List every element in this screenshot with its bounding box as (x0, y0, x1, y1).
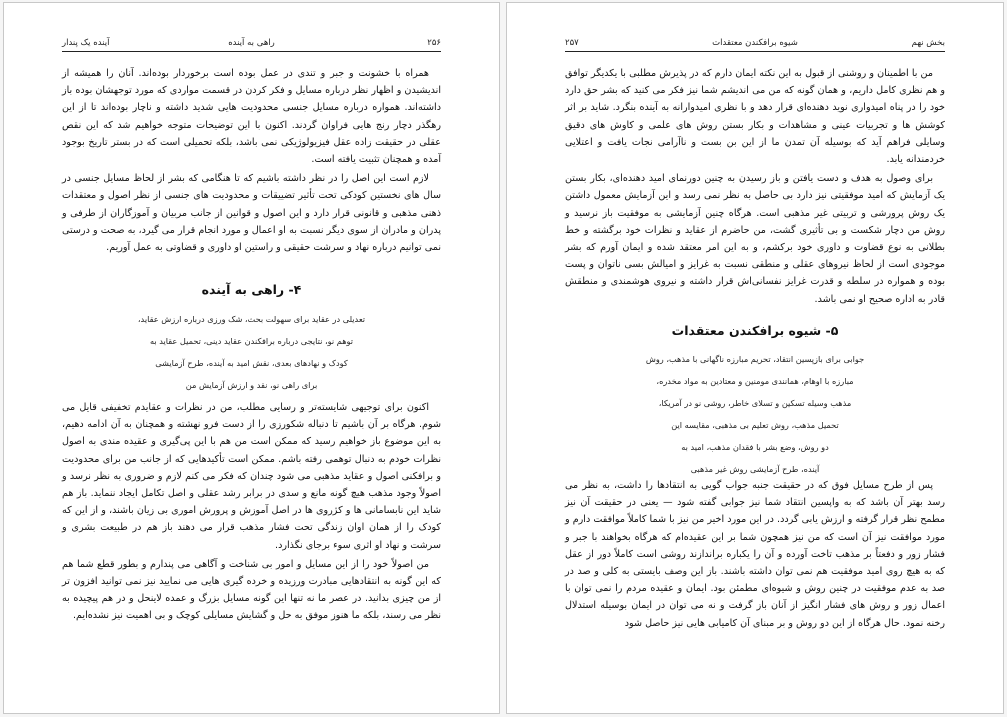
running-part-title: بخش نهم (911, 38, 945, 48)
summary-line: کودک و نهادهای بعدی، نقش امید به آینده، طرح آزمایشی (155, 358, 348, 368)
page-header (565, 37, 945, 52)
body-text-bottom (62, 399, 441, 627)
body-text-top (62, 65, 441, 258)
section-summary (565, 348, 945, 480)
page-number: ۲۵۷ (565, 38, 579, 48)
paragraph: من با اطمینان و روشنی از قبول به این نکته ایمان دارم که در پذیرش مطلبی با یکدیگر توافق و هم نظری کامل داریم، و همان گونه که من می اندیشم شما نیز فکر می کنید که بشر حق دارد خود را در پناه امیدواری نوید دهنده‌ای قرار دهد و با نظری امیدوارانه به آینده بنگرد. شاید بر اثر کوشش ها و تجربیات عینی و مشاهدات و بکار بستن روش های علمی و کاوش های دقیق وسایلی فراهم آید که بوسیله آن تمدن ما از این بن بست و ناآرامی نجات یافت و اعتلایی خردمندانه یابد. (565, 68, 945, 166)
running-book-title: آینده یک پندار (62, 38, 110, 48)
section-heading: ۴- راهی به آینده (201, 282, 302, 297)
summary-line: جوابی برای بازپسین انتقاد، تحریم مبارزه ناگهانی با مذهب، روش (645, 354, 865, 364)
summary-line: تعدیلی در عقاید برای سهولت بحث، شک ورزی درباره ارزش عقاید، (137, 314, 366, 324)
right-page (506, 2, 1004, 714)
page-number: ۲۵۶ (427, 38, 441, 48)
left-page (3, 2, 500, 714)
page-header (62, 37, 441, 52)
summary-line: برای راهی نو، نقد و ارزش آزمایش من (185, 380, 318, 390)
summary-line: مبارزه با اوهام، همانندی مومنین و معتادین به مواد مخدره، (656, 376, 854, 386)
body-text-bottom (565, 477, 945, 634)
summary-line: دو روش، وضع بشر با فقدان مذهب، امید به (681, 442, 829, 452)
paragraph: من اصولاً خود را از این مسایل و امور بی شناخت و آگاهی می پندارم و بطور قطع شما هم که این گونه به انتقادهایی مبادرت ورزیده و خرده گیری هایی می نمایید نیز نمی توانید افزون تر از من چیزی بدانید. در عصر ما نه تنها این گونه مسایل بزرگ و عمده لاینحل و در هم پیچیده به نظر می رسند، بلکه ما هنوز موفق به حل و گشایش مسایلی کوچک و بی اهمیت نیز نشده‌ایم. (62, 558, 441, 622)
section-summary (62, 308, 441, 396)
body-text-top (565, 65, 945, 310)
paragraph: برای وصول به هدف و دست یافتن و باز رسیدن به چنین دورنمای امید دهنده‌ای، بکار بستن یک آزمایش که امید موفقیتی نیز دارد بی حاصل به نظر نمی رسد و این آزمایش معمول داشتن یک روش پرورشی و تربیتی غیر مذهبی است. هرگاه چنین آزمایشی به موفقیت باز نرسید و روش من دچار شکست و بی تأثیری گشت، من حاضرم از عقاید و نظرات خود برگشته و خط بطلانی به نوع قضاوت و داوری خود برکشم، و به این امر معتقد شده و ایمان آورم که بشر موجودی است از لحاظ نیروهای عقلی و منطقی نسبت به غرایز و امیالش بسی ناتوان و پست بوده و همواره در سلطه و قدرت غرایز نفسانی‌اش قرار داشته و نیروی هوشمندی و منطقش قادر به اداره صحیح او نمی باشد. (565, 173, 945, 305)
paragraph: همراه با خشونت و جبر و تندی در عمل بوده است برخوردار بوده‌اند. آنان را همیشه از اندیشیدن و اظهار نظر درباره مسایل و فکر کردن در قسمت مواردی که مورد توجهشان بوده باز داشته‌اند. همواره درباره مسایل جنسی محدودیت هایی شدید داشته و ناچار بوده‌اند تا از این رهگذر دچار رنج هایی فراوان گردند. اکنون با این توضیحات متوجه خواهیم شد که این نقص عقلی در حقیقت زاده عقل فیزیولوژیکی نمی باشد، بلکه تحمیلی است که در بستر تاریخ بوجود آمده و همچنان تثبیت یافته است. (62, 68, 441, 166)
summary-line: تحمیل مذهب، روش تعلیم بی مذهبی، مقایسه این (671, 420, 839, 430)
section-heading: ۵- شیوه برافکندن معتقدات (671, 323, 839, 338)
summary-line: توهم نو، نتایجی درباره برافکندن عقاید دینی، تحمیل عقاید به (149, 336, 354, 346)
running-chapter-title: راهی به آینده (228, 38, 275, 48)
summary-line: مذهب وسیله تسکین و تسلای خاطر، روشی نو در آمریکا، (658, 398, 852, 408)
summary-line: آینده، طرح آزمایشی روش غیر مذهبی (690, 464, 820, 474)
paragraph: پس از طرح مسایل فوق که در حقیقت جنبه جواب گویی به انتقادها را داشت، به نظر می رسد بهتر آن باشد که به واپسین انتقاد شما نیز جوابی گفته شود — یعنی در حقیقت آن نیز مطمح نظر قرار گرفته و ارزش یابی گردد. در این مورد اخیر من نیز با شما کاملاً موافقت دارم و مورد موافقت نیز آن است که من نیز همچون شما بر این عقیده‌ام که هرگاه بخواهند با جبر و فشار زور و دفعتاً بر مذهب تاخت آورده و آن را یکباره براندازند روشی است کاملاً دور از عقل که به هیچ روی امید موفقیت هم نمی توان داشته باشند. باز این وصف بایستی به کلی و صد در صد به عدم موفقیت در چنین روش و شیوه‌ای مطمئن بود. ایمان و عقیده مردم را نمی توان با اعمال زور و روش های فشار انگیز از آنان باز گرفت و نه می توان در ایمان بوسیله استدلال رخنه نمود. حال هرگاه از این دو روش و بر مبنای آن کامیابی هایی نیز حاصل شود (565, 480, 945, 629)
paragraph: اکنون برای توجیهی شایسته‌تر و رسایی مطلب، من در نظرات و عقایدم تخفیفی قایل می شوم. هرگاه بر آن باشیم تا دنباله شکورزی را از دست فرو نهشته و همچنان به آن ادامه دهیم، به این موضوع باز خواهیم رسید که ممکن است من هم با این پی‌گیری و عقیده مندی به اصول نظرات خودم به دنبال توهمی رفته باشم. ممکن است تأکیدهایی که از جانب من برای محدودیت و برافکنی اصول و عقاید مذهبی می شود چندان که فکر می کنم لازم و ضروری به نظر نرسد و اصولاً وجود مذهب هیچ گونه مانع و سدی در برابر رشد عقلی و اصل تکامل ایجاد ننماید. باز هم شاید این نابسامانی ها و کژروی ها در اصل آموزش و پرورش اموری بی زیان باشند، و از این که کودک را از همان اوان زندگی تحت فشار مذهب قرار می دهند باز هم در طبیعت بشری و سرشت و نهاد او اثری سوء برجای نگذارد. (62, 402, 441, 551)
running-chapter-title: شیوه برافکندن معتقدات (712, 38, 798, 48)
paragraph: لازم است این اصل را در نظر داشته باشیم که تا هنگامی که بشر از لحاظ مسایل جنسی در سال های نخستین کودکی تحت تأثیر تضییقات و محدودیت های جنسی از نظر اصول و معتقدات ذهنی مذهبی و قانونی قرار دارد و این اصول و قوانین از جانب مربیان و آموزگاران از طرفی و پدران و مادران از سوی دیگر نسبت به او اعمال و مورد انجام قرار می گیرد، به صحت و درستی نمی توانیم درباره نهاد و سرشت حقیقی و راستین او داوری و قضاوتی به عمل آوریم. (62, 173, 441, 254)
